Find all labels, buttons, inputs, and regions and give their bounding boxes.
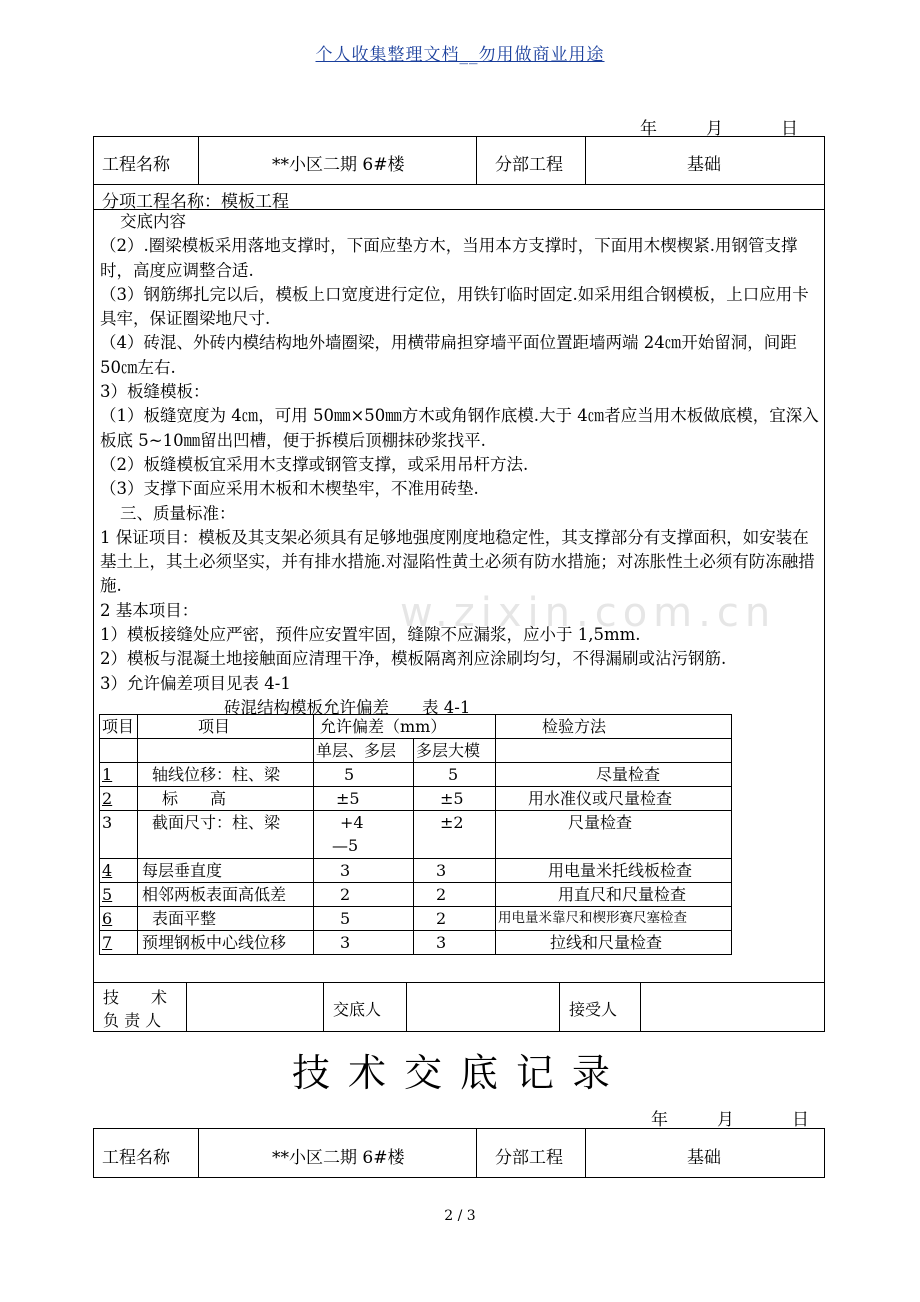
- content-line: （2）板缝模板宜采用木支撑或钢管支撑，或采用吊杆方法.: [100, 454, 529, 474]
- content-line: 三、质量标准：: [120, 503, 236, 523]
- table-row: 1 轴线位移：柱、梁 5 5 尽量检查: [100, 763, 732, 787]
- date-row-bottom: [0, 1105, 920, 1129]
- content-line: 1）模板接缝处应严密，预件应安置牢固，缝隙不应漏浆，应小于 1,5mm.: [100, 625, 641, 645]
- division-label: 分部工程: [495, 155, 563, 175]
- content-line: 2 基本项目：: [100, 600, 199, 620]
- project-name-value: **小区二期 6#楼: [272, 1148, 405, 1168]
- content-line: （4）砖混、外砖内模结构地外墙圈梁，用横带扁担穿墙平面位置距墙两端 24㎝开始留洞，间距 50㎝左右.: [100, 333, 797, 377]
- division-label: 分部工程: [495, 1148, 563, 1168]
- date-month: 月: [717, 1110, 734, 1130]
- table-row: 5 相邻两板表面高低差 2 2 用直尺和尺量检查: [100, 883, 732, 907]
- content-line: （3）钢筋绑扎完以后，模板上口宽度进行定位，用铁钉临时固定.如采用组合钢模板，上口应用卡具牢，保证圈梁地尺寸.: [100, 284, 809, 329]
- table-row: 6 表面平整 5 2 用电量米靠尺和楔形赛尺塞检查: [100, 907, 732, 931]
- project-name-value: **小区二期 6#楼: [272, 155, 405, 175]
- disclosure-content: [100, 210, 822, 720]
- project-name-label: 工程名称: [102, 1148, 170, 1168]
- page-number: 2 / 3: [444, 1208, 476, 1224]
- content-line: 2）模板与混凝土地接触面应清理干净，模板隔离剂应涂刷均匀，不得漏刷或沾污钢筋.: [100, 649, 727, 669]
- page-title: 技术交底记录: [291, 1051, 628, 1095]
- header-note: 个人收集整理文档__勿用做商业用途: [315, 45, 605, 65]
- table-row: 2 标 高 ±5 ±5 用水准仪或尺量检查: [100, 787, 732, 811]
- table-row: 3 截面尺寸：柱、梁 +4 —5 ±2 尺量检查: [100, 811, 732, 859]
- table-row: 7 预埋钢板中心线位移 3 3 拉线和尺量检查: [100, 931, 732, 955]
- date-day: 日: [781, 119, 798, 139]
- receiver-label: 接受人: [569, 1000, 618, 1019]
- content-line: （3）支撑下面应采用木板和木楔垫牢，不准用砖垫.: [100, 479, 479, 499]
- date-day: 日: [792, 1110, 809, 1130]
- content-line: 1 保证项目：模板及其支架必须具有足够地强度刚度地稳定性，其支撑部分有支撑面积，如安装在基土上，其土必须坚实，并有排水措施.对湿陷性黄土必须有防水措施；对冻胀性土必须有防冻融措施.: [100, 527, 815, 596]
- table-row: 4 每层垂直度 3 3 用电量米托线板检查: [100, 859, 732, 883]
- date-row-top: [0, 114, 920, 138]
- tolerance-table: [99, 714, 732, 955]
- tech-lead-label: 技 术: [103, 988, 168, 1007]
- table-header-row: 项目 项目 允许偏差（mm） 检验方法: [100, 715, 732, 739]
- date-month: 月: [706, 119, 723, 139]
- content-line: 3）允许偏差项目见表 4-1: [100, 673, 291, 693]
- date-year: 年: [640, 119, 657, 139]
- tech-lead-label-2: 负 责 人: [103, 1011, 162, 1030]
- content-line: （2）.圈梁模板采用落地支撑时，下面应垫方木，当用本方支撑时，下面用木楔楔紧.用钢管支撑时，高度应调整合适.: [100, 236, 798, 280]
- watermark: w.zixin.com.cn: [400, 590, 777, 636]
- date-year: 年: [651, 1110, 668, 1130]
- content-line: 3）板缝模板：: [100, 382, 210, 402]
- giver-label: 交底人: [333, 1000, 382, 1019]
- table-subheader-row: 单层、多层 多层大模: [100, 739, 732, 763]
- table-caption: 砖混结构模板允许偏差 表 4-1: [224, 697, 471, 717]
- division-value: 基础: [687, 155, 721, 175]
- sub-item-name: 分项工程名称：模板工程: [102, 192, 289, 212]
- content-heading: 交底内容: [120, 212, 186, 231]
- project-name-label: 工程名称: [102, 155, 170, 175]
- division-value: 基础: [687, 1148, 721, 1168]
- content-line: （1）板缝宽度为 4㎝，可用 50㎜×50㎜方木或角钢作底模.大于 4㎝者应当用木板做底模，宜深入板底 5~10㎜留出凹槽，便于拆模后顶棚抹砂浆找平.: [100, 406, 819, 450]
